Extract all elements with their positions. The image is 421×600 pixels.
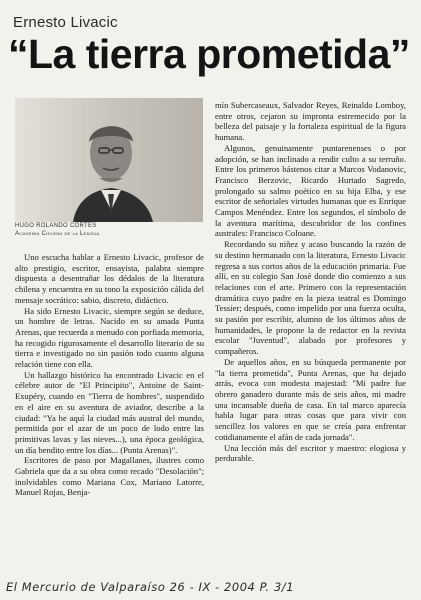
paragraph: Un hallazgo histórico ha encontrado Livacic en el célebre autor de "El Principito", Antoine de Saint-Exupéry, cuando en "Tierra de hombres", suspendido en el aire en su aventura de aviador, describe a la ciudad: "Ya he aquí la ciudad más austral del mundo, permitida por el azar de un poco de lodo entre las primitivas lavas y las nieves...), una época geológica, un día bendito entre los días... (Punta Arenas)".: [15, 369, 204, 455]
photo-credit: [15, 222, 99, 238]
photo-credit-role: Academia Chilena de la Lengua: [15, 231, 100, 237]
paragraph: Recordando su niñez y acaso buscando la razón de su destino hermanado con la literatura, Ernesto Livacic regresa a sus cortos años de la educación primaria. Fue allí, en su colegio San José donde dio comienzo a sus relaciones con el arte. Primero con la representación dramática cuyo padre en la pieza teatral es Domingo Tessier; después, como impelido por una fuerza oculta, su pasión por escribir, alumno de los últimos años de humanidades, le propone la de redactor en la revista escolar "Juventud", alabado por profesores y compañeros.: [215, 239, 406, 357]
photo-credit-name: HUGO ROLANDO CORTÉS: [15, 223, 97, 229]
article-kicker: Ernesto Livacic: [13, 14, 118, 31]
paragraph: Ha sido Ernesto Livacic, siempre según se deduce, un hombre de letras. Nacido en su amada Punta Arenas, que recuerda a menudo con porfiada memoria, ha recogido rigurosamente el desarrollo literario de su tierra e investigado no sin pasión todo cuanto alguna relación tiene con ella.: [15, 305, 204, 370]
paragraph: Algunos, genuinamente puntarenenses o por adopción, se han inclinado a rendir culto a su terruño. Entre los primeros bástenos citar a Marcos Vodanovic, Francisco Berzovic, Ricardo Hurtado Sagredo, prolongado su salmo poético en su hija Elba, y ese escritor de señoriales virtudes humanas que es Enrique Campos Menéndez. Entre los segundos, el símbolo de la aventura marítima, descubridor de los confines australes: Francisco Coloane.: [215, 142, 406, 239]
author-photo: [15, 98, 203, 222]
left-column: [15, 252, 204, 578]
paragraph: De aquellos años, en su búsqueda permanente por "la tierra prometida", Punta Arenas, que ha dejado atrás, evoca con modesta majestad: "Mi padre fue obrero ganadero durante más de seis años, mi madre una incansable dueña de casa. En tal marco aparecía habla lugar para otras cosas que para vivir con sencillez los valores en que se creía para enfrentar cotidianamente el afán de cada jornada".: [215, 356, 406, 442]
right-column: [215, 100, 406, 580]
author-portrait: [15, 98, 203, 222]
article-title: “La tierra prometida”: [8, 31, 410, 77]
paragraph: Escritores de paso por Magallanes, ilustres como Gabriela que da a su obra como recado "Desolación"; inolvidables como Mariana Cox, Mariano Latorre, Manuel Rojas, Benja-: [15, 455, 204, 498]
paragraph: mín Subercaseaux, Salvador Reyes, Reinaldo Lomboy, entre otros, cejaron su improntа estremecido por la belleza del paisaje y la fortaleza espiritual de la figura humana.: [215, 100, 406, 143]
paragraph: Uno escucha hablar a Ernesto Livacic, profesor de alto prestigio, escritor, ensayista, palabra siempre dispuesta a desentrañar los dédalos de la literatura chilena y encuentra en su tono la exposición cálida del mensaje socrático: sabio, discreto, didáctico.: [15, 252, 204, 305]
handwritten-source-note: El Mercurio de Valparaíso 26 - IX - 2004 P. 3/1: [6, 580, 295, 594]
paragraph: Una lección más del escritor y maestro: elogiosa y perdurable.: [215, 442, 406, 464]
